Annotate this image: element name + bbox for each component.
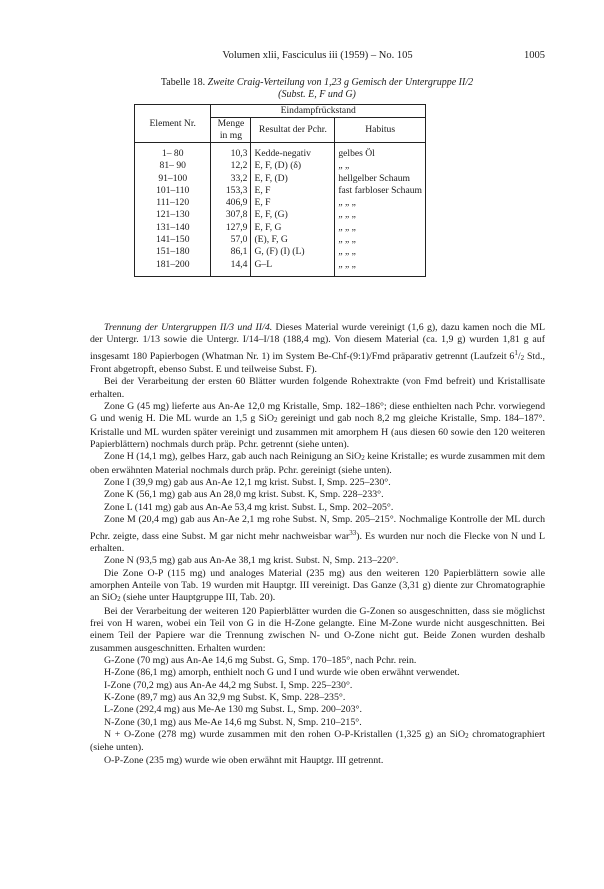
cell-nr: 131–140 (135, 222, 211, 234)
table-subtitle: (Subst. E, F und G) (278, 89, 356, 100)
table-row (135, 143, 426, 161)
cell-resultat: Kedde-negativ (251, 143, 335, 161)
cell-menge: 12,2 (211, 160, 251, 172)
cell-habitus: „ „ „ (335, 209, 426, 221)
cell-menge: 57,0 (211, 234, 251, 246)
cell-habitus: gelbes Öl (335, 143, 426, 161)
paragraph: Zone L (141 mg) gab aus An-Ae 53,4 mg krist. Subst. L, Smp. 202–205°. (104, 501, 394, 513)
paragraph: Trennung der Untergruppen II/3 und II/4. Dieses Material wurde vereinigt (1,6 g), dazu kamen noch die ML der Untergr. 1/13 sowie die Untergr. I/14–I/18 (188,4 mg). Von diesem Material (ca. 1,9 g) wurden 1,81 g auf insgesamt 180 Papierbogen (Whatman Nr. 1) im System Be-Chf-(9:1)/Fmd präparativ getrennt (Laufzeit $6^1/2$ Std., Front abgetropft, ebenso Subst. E und teilweise Subst. F). (90, 322, 546, 376)
cell-nr: 141–150 (135, 234, 211, 246)
table-row (135, 246, 426, 258)
table-row (135, 160, 426, 172)
cell-menge: 10,3 (211, 143, 251, 161)
paragraph: Zone I (39,9 mg) gab aus An-Ae 12,1 mg krist. Subst. I, Smp. 225–230°. (104, 477, 391, 489)
section-title: Trennung der Untergruppen II/3 und II/4. (104, 322, 273, 333)
paragraph: N + O-Zone (278 mg) wurde zusammen mit den rohen O-P-Kristallen (1,325 g) an SiO2 chromatographiert (siehe unten). (90, 729, 545, 754)
col-header-menge: Menge in mg (211, 118, 251, 143)
cell-resultat: E, F, (D) (251, 173, 335, 185)
table-row (135, 185, 426, 197)
cell-menge: 307,8 (211, 209, 251, 221)
body-text (90, 322, 545, 767)
paragraph: Zone K (56,1 mg) gab aus An 28,0 mg krist. Subst. K, Smp. 228–233°. (104, 489, 384, 501)
distribution-table (134, 104, 426, 277)
table-row (135, 222, 426, 234)
col-header-habitus: Habitus (335, 118, 426, 143)
table-row (135, 209, 426, 221)
cell-habitus: „ „ „ (335, 246, 426, 258)
cell-resultat: G–L (251, 259, 335, 277)
cell-resultat: E, F, G (251, 222, 335, 234)
page-number: 1005 (524, 50, 545, 61)
running-title: Volumen xlii, Fasciculus iii (1959) – No. 105 (222, 50, 413, 61)
cell-menge: 14,4 (211, 259, 251, 277)
cell-menge: 33,2 (211, 173, 251, 185)
cell-menge: 153,3 (211, 185, 251, 197)
cell-resultat: E, F (251, 197, 335, 209)
col-header-group: Eindampfrückstand (211, 105, 426, 118)
table-row (135, 259, 426, 277)
cell-habitus: fast farbloser Schaum (335, 185, 426, 197)
cell-menge: 86,1 (211, 246, 251, 258)
cell-nr: 111–120 (135, 197, 211, 209)
paragraph: N-Zone (30,1 mg) aus Me-Ae 14,6 mg Subst. N, Smp. 210–215°. (104, 716, 362, 728)
table-title: Zweite Craig-Verteilung von 1,23 g Gemisch der Untergruppe II/2 (207, 77, 474, 88)
paragraph: Zone H (14,1 mg), gelbes Harz, gab auch nach Reinigung an SiO2 keine Kristalle; es wurde zusammen mit dem oben erwähnten Material nochmals durch präp. Pchr. gereinigt (siehe unten). (90, 451, 545, 476)
col-header-resultat: Resultat der Pchr. (251, 118, 335, 143)
cell-resultat: (E), F, G (251, 234, 335, 246)
paragraph: Zone G (45 mg) lieferte aus An-Ae 12,0 mg Kristalle, Smp. 182–186°; diese enthielten nach Pchr. vorwiegend G und wenig H. Die ML wurde an 1,5 g SiO2 gereinigt und gab noch 8,2 mg gleiche Kristalle, Smp. 184–187°. Kristalle und ML wurden später vereinigt und zusammen mit amorphem H (aus diesen 60 sowie den 120 weiteren Papierblättern) nochmals durch präp. Pchr. getrennt (siehe unten). (90, 401, 545, 451)
cell-habitus: „ „ „ (335, 197, 426, 209)
table-row (135, 234, 426, 246)
cell-habitus: „ „ „ (335, 222, 426, 234)
table-row (135, 197, 426, 209)
cell-resultat: E, F (251, 185, 335, 197)
paragraph: Bei der Verarbeitung der ersten 60 Blätter wurden folgende Rohextrakte (von Fmd befreit) und Kristallisate erhalten. (90, 376, 545, 400)
cell-nr: 101–110 (135, 185, 211, 197)
paragraph: Zone M (20,4 mg) gab aus An-Ae 2,1 mg rohe Subst. N, Smp. 205–215°. Nochmalige Kontrolle der ML durch Pchr. zeigte, dass eine Subst. M gar nicht mehr nachweisbar war$^{33}$). Es wurden nur noch die Flecke von N und L erhalten. (90, 514, 546, 554)
running-header (90, 50, 545, 64)
cell-habitus: „ „ „ (335, 234, 426, 246)
paragraph: G-Zone (70 mg) aus An-Ae 14,6 mg Subst. G, Smp. 170–185°, nach Pchr. rein. (104, 654, 417, 666)
cell-habitus: hellgelber Schaum (335, 173, 426, 185)
paragraph: Zone N (93,5 mg) gab aus An-Ae 38,1 mg krist. Subst. N, Smp. 213–220°. (104, 555, 399, 567)
cell-nr: 151–180 (135, 246, 211, 258)
cell-resultat: E, F, (D) (δ) (251, 160, 335, 172)
cell-nr: 181–200 (135, 259, 211, 277)
cell-nr: 91–100 (135, 173, 211, 185)
table-label: Tabelle 18. (160, 77, 206, 88)
cell-habitus: „ „ „ (335, 259, 426, 277)
cell-nr: 81– 90 (135, 160, 211, 172)
cell-nr: 1– 80 (135, 143, 211, 161)
table-row (135, 173, 426, 185)
paragraph: H-Zone (86,1 mg) amorph, enthielt noch G und I und wurde wie oben erwähnt verwendet. (104, 667, 460, 679)
table-caption (98, 77, 536, 101)
cell-resultat: G, (F) (I) (L) (251, 246, 335, 258)
cell-menge: 127,9 (211, 222, 251, 234)
paragraph: L-Zone (292,4 mg) aus Me-Ae 130 mg Subst. L, Smp. 200–203°. (104, 704, 362, 716)
cell-resultat: E, F, (G) (251, 209, 335, 221)
col-header-element: Element Nr. (135, 105, 211, 143)
footnote-ref: 33 (349, 528, 357, 537)
paragraph: Die Zone O-P (115 mg) und analoges Material (235 mg) aus den weiteren 120 Papierblättern sowie alle amorphen Anteile von Tab. 19 wurden mit Hauptgr. III vereinigt. Das Ganze (3,31 g) diente zur Chromatographie an SiO2 (siehe unter Hauptgruppe III, Tab. 20). (90, 567, 545, 604)
paragraph: Bei der Verarbeitung der weiteren 120 Papierblätter wurden die G-Zonen so ausgeschnitten, dass sie möglichst frei von H waren, wobei ein Teil von G in die H-Zone gelangte. Eine M-Zone wurde nicht ausgeschnitten. Bei einem Teil der Papiere war die Trennung zwischen N- und O-Zone nicht gut. Beide Zonen wurden deshalb zusammen ausgeschnitten. Erhalten wurden: (90, 605, 545, 654)
paragraph: O-P-Zone (235 mg) wurde wie oben erwähnt mit Hauptgr. III getrennt. (104, 754, 384, 766)
cell-nr: 121–130 (135, 209, 211, 221)
cell-habitus: „ „ (335, 160, 426, 172)
paragraph: I-Zone (70,2 mg) aus An-Ae 44,2 mg Subst. I, Smp. 225–230°. (104, 679, 353, 691)
cell-menge: 406,9 (211, 197, 251, 209)
paragraph: K-Zone (89,7 mg) aus An 32,9 mg Subst. K, Smp. 228–235°. (104, 691, 346, 703)
